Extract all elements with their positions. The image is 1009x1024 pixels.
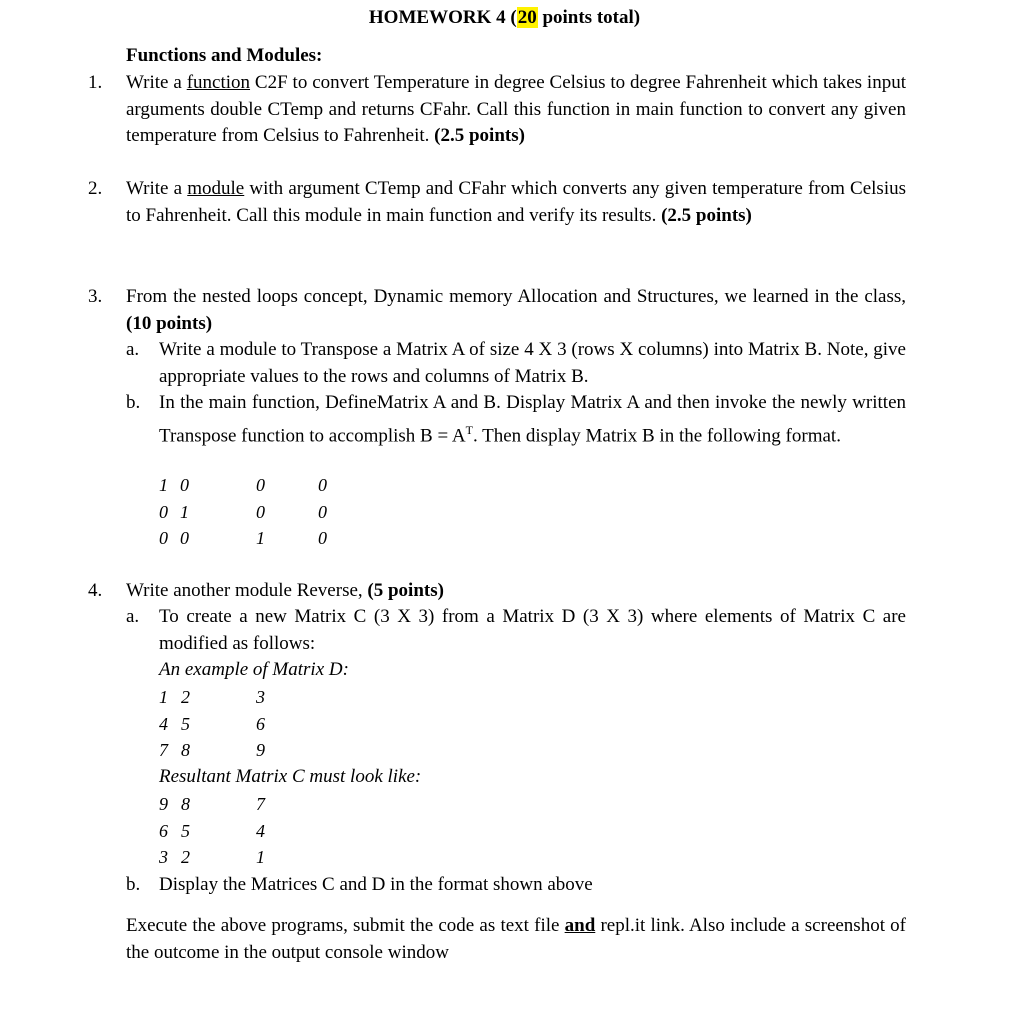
matrix-cell: 1 — [180, 501, 189, 522]
sub-text: To create a new Matrix C (3 X 3) from a Matrix D (3 X 3) where elements of Matrix C are modified as follows: — [159, 606, 906, 654]
matrix-cell: 0 — [318, 475, 327, 495]
matrix-row — [159, 472, 359, 499]
points-label: (5 points) — [367, 580, 444, 601]
matrix-cell: 9 — [159, 794, 168, 814]
sub-letter: b. — [126, 392, 141, 413]
matrix-cell: 7 — [159, 740, 168, 760]
matrix-cell: 8 — [181, 794, 190, 814]
question-text: From the nested loops concept, Dynamic memory Allocation and Structures, we learned in the class, (10 points) — [126, 286, 906, 334]
section-heading: Functions and Modules: — [126, 45, 323, 66]
sub-letter: b. — [126, 874, 141, 895]
matrix-cell: 8 — [181, 740, 190, 760]
matrix-cell: 0 — [318, 528, 327, 548]
matrix-cell: 1 — [159, 475, 168, 495]
question-text: Write a function C2F to convert Temperature in degree Celsius to degree Fahrenheit which takes input arguments double CTemp and returns CFahr. Call this function in main function to convert any given temperature from Celsius to Fahrenheit. (2.5 points) — [126, 72, 906, 146]
matrix-cell: 0 — [318, 501, 327, 522]
matrix-cell: 2 — [181, 687, 190, 707]
matrix-cell: 0 — [159, 528, 168, 548]
page-title: HOMEWORK 4 (20 points total) — [368, 7, 641, 28]
points-label: (2.5 points) — [434, 125, 525, 146]
matrix-cell: 5 — [181, 713, 190, 734]
matrix-cell: 5 — [181, 820, 190, 841]
sub-text: Display the Matrices C and D in the format shown above — [159, 874, 593, 895]
question-number: 1. — [88, 72, 103, 93]
emphasized-and: and — [564, 915, 596, 936]
matrix-row — [159, 737, 359, 764]
matrix-row — [159, 684, 359, 711]
matrix-cell: 1 — [159, 687, 168, 707]
matrix-cell: 2 — [181, 847, 190, 867]
matrix-c-label: Resultant Matrix C must look like: — [159, 766, 422, 787]
matrix-d-example — [159, 684, 359, 764]
highlighted-points: 20 — [517, 7, 537, 28]
sub-letter: a. — [126, 339, 140, 360]
matrix-row — [159, 818, 359, 845]
matrix-cell: 0 — [256, 501, 265, 522]
superscript: T — [465, 422, 473, 437]
question-number: 3. — [88, 286, 103, 307]
sub-letter: a. — [126, 606, 140, 627]
question-number: 2. — [88, 178, 103, 199]
question-text: Write another module Reverse, (5 points) — [126, 580, 444, 601]
sub-text: Write a module to Transpose a Matrix A of size 4 X 3 (rows X columns) into Matrix B. Note, give appropriate values to the rows and columns of Matrix B. — [159, 339, 906, 387]
matrix-cell: 3 — [159, 847, 168, 867]
matrix-cell: 9 — [256, 740, 265, 760]
matrix-cell: 4 — [159, 713, 168, 734]
matrix-cell: 0 — [256, 475, 265, 495]
matrix-b-example — [159, 472, 359, 552]
points-label: (10 points) — [126, 312, 213, 334]
underlined-term: function — [186, 72, 251, 93]
matrix-row — [159, 791, 359, 818]
matrix-cell: 0 — [180, 528, 189, 548]
question-number: 4. — [88, 580, 103, 601]
matrix-c-example — [159, 791, 359, 871]
matrix-cell: 6 — [159, 820, 168, 841]
matrix-cell: 3 — [256, 687, 265, 707]
matrix-cell: 1 — [256, 847, 265, 867]
footer-text: Execute the above programs, submit the code as text file and repl.it link. Also include a screenshot of the outcome in the output console window — [126, 915, 906, 963]
matrix-cell: 4 — [256, 820, 265, 841]
question-text: Write a module with argument CTemp and CFahr which converts any given temperature from Celsius to Fahrenheit. Call this module in main function and verify its results. (2.5 points) — [126, 178, 906, 226]
sub-text: In the main function, DefineMatrix A and B. Display Matrix A and then invoke the newly written Transpose function to accomplish $B = A^T$. Then display Matrix B in the following format. — [159, 392, 906, 446]
matrix-cell: 0 — [180, 475, 189, 495]
matrix-cell: 6 — [256, 713, 265, 734]
matrix-cell: 0 — [159, 501, 168, 522]
points-label: (2.5 points) — [661, 204, 752, 226]
underlined-term: module — [187, 178, 245, 199]
matrix-cell: 1 — [256, 528, 265, 548]
matrix-row — [159, 525, 359, 552]
matrix-cell: 7 — [256, 794, 265, 814]
matrix-row — [159, 499, 359, 526]
matrix-row — [159, 844, 359, 871]
matrix-d-label: An example of Matrix D: — [159, 659, 349, 680]
matrix-row — [159, 711, 359, 738]
